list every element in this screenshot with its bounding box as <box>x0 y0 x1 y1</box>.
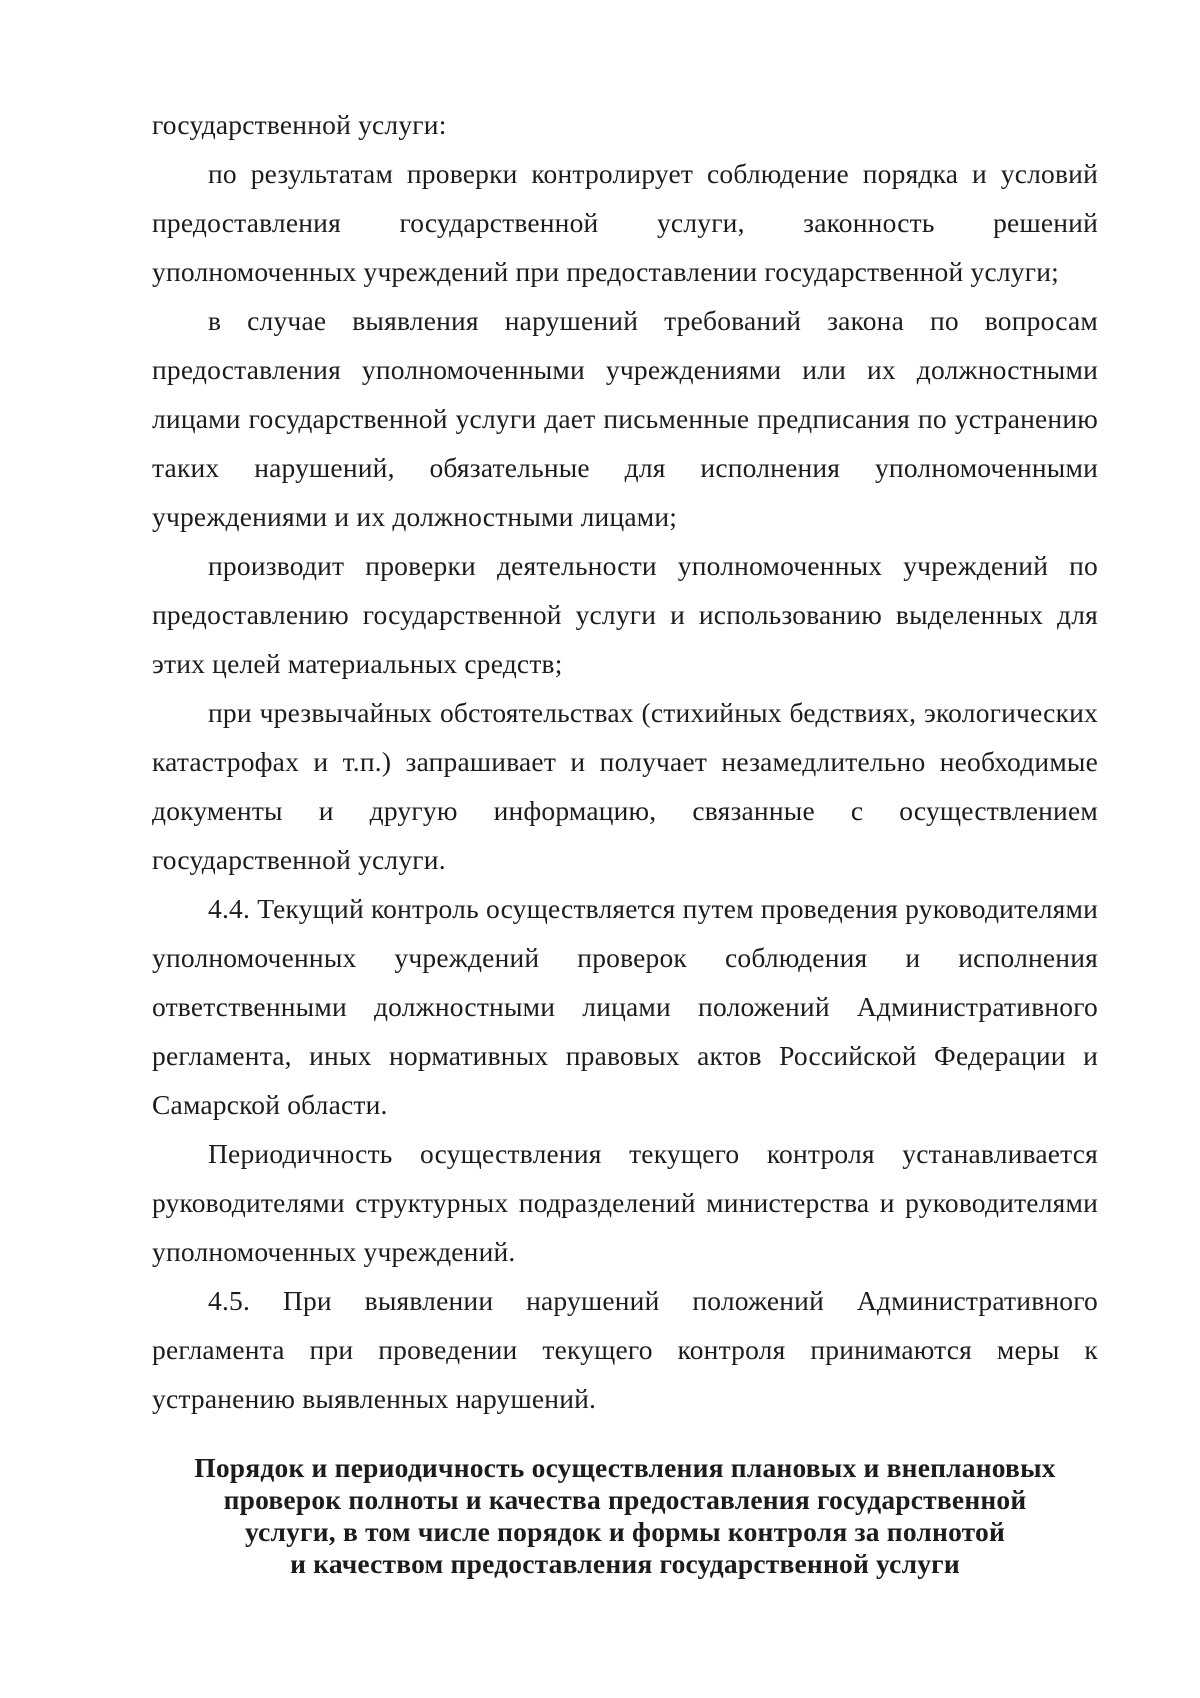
heading-line: и качеством предоставления государственной услуги <box>290 1548 960 1579</box>
paragraph-emergency: при чрезвычайных обстоятельствах (стихийных бедствиях, экологических катастрофах и т.п.) запрашивает и получает незамедлительно необходимые документы и другую информацию, связанные с осуществлением государственной услуги. <box>152 697 1098 875</box>
heading-line: Порядок и периодичность осуществления плановых и внеплановых <box>194 1452 1056 1483</box>
paragraph-4-4: 4.4. Текущий контроль осуществляется путем проведения руководителями уполномоченных учреждений проверок соблюдения и исполнения ответственными должностными лицами положений Административного регламента, иных нормативных правовых актов Российской Федерации и Самарской области. <box>152 893 1098 1120</box>
paragraph-periodicity: Периодичность осуществления текущего контроля устанавливается руководителями структурных подразделений министерства и руководителями уполномоченных учреждений. <box>152 1138 1098 1267</box>
paragraph-continuation: государственной услуги: <box>152 109 447 140</box>
paragraph-control-compliance: по результатам проверки контролирует соблюдение порядка и условий предоставления государственной услуги, законность решений уполномоченных учреждений при предоставлении государственной услуги; <box>152 158 1098 287</box>
paragraph-inspections: производит проверки деятельности уполномоченных учреждений по предоставлению государственной услуги и использованию выделенных для этих целей материальных средств; <box>152 550 1098 679</box>
paragraph-violations-instructions: в случае выявления нарушений требований закона по вопросам предоставления уполномоченными учреждениями или их должностными лицами государственной услуги дает письменные предписания по устранению таких нарушений, обязательные для исполнения уполномоченными учреждениями и их должностными лицами; <box>152 305 1098 532</box>
section-heading <box>152 1452 1098 1580</box>
heading-line: проверок полноты и качества предоставления государственной <box>223 1484 1027 1515</box>
body-text <box>152 100 1098 1423</box>
heading-line: услуги, в том числе порядок и формы контроля за полнотой <box>244 1516 1006 1547</box>
paragraph-4-5: 4.5. При выявлении нарушений положений Административного регламента при проведении текущего контроля принимаются меры к устранению выявленных нарушений. <box>152 1285 1098 1414</box>
